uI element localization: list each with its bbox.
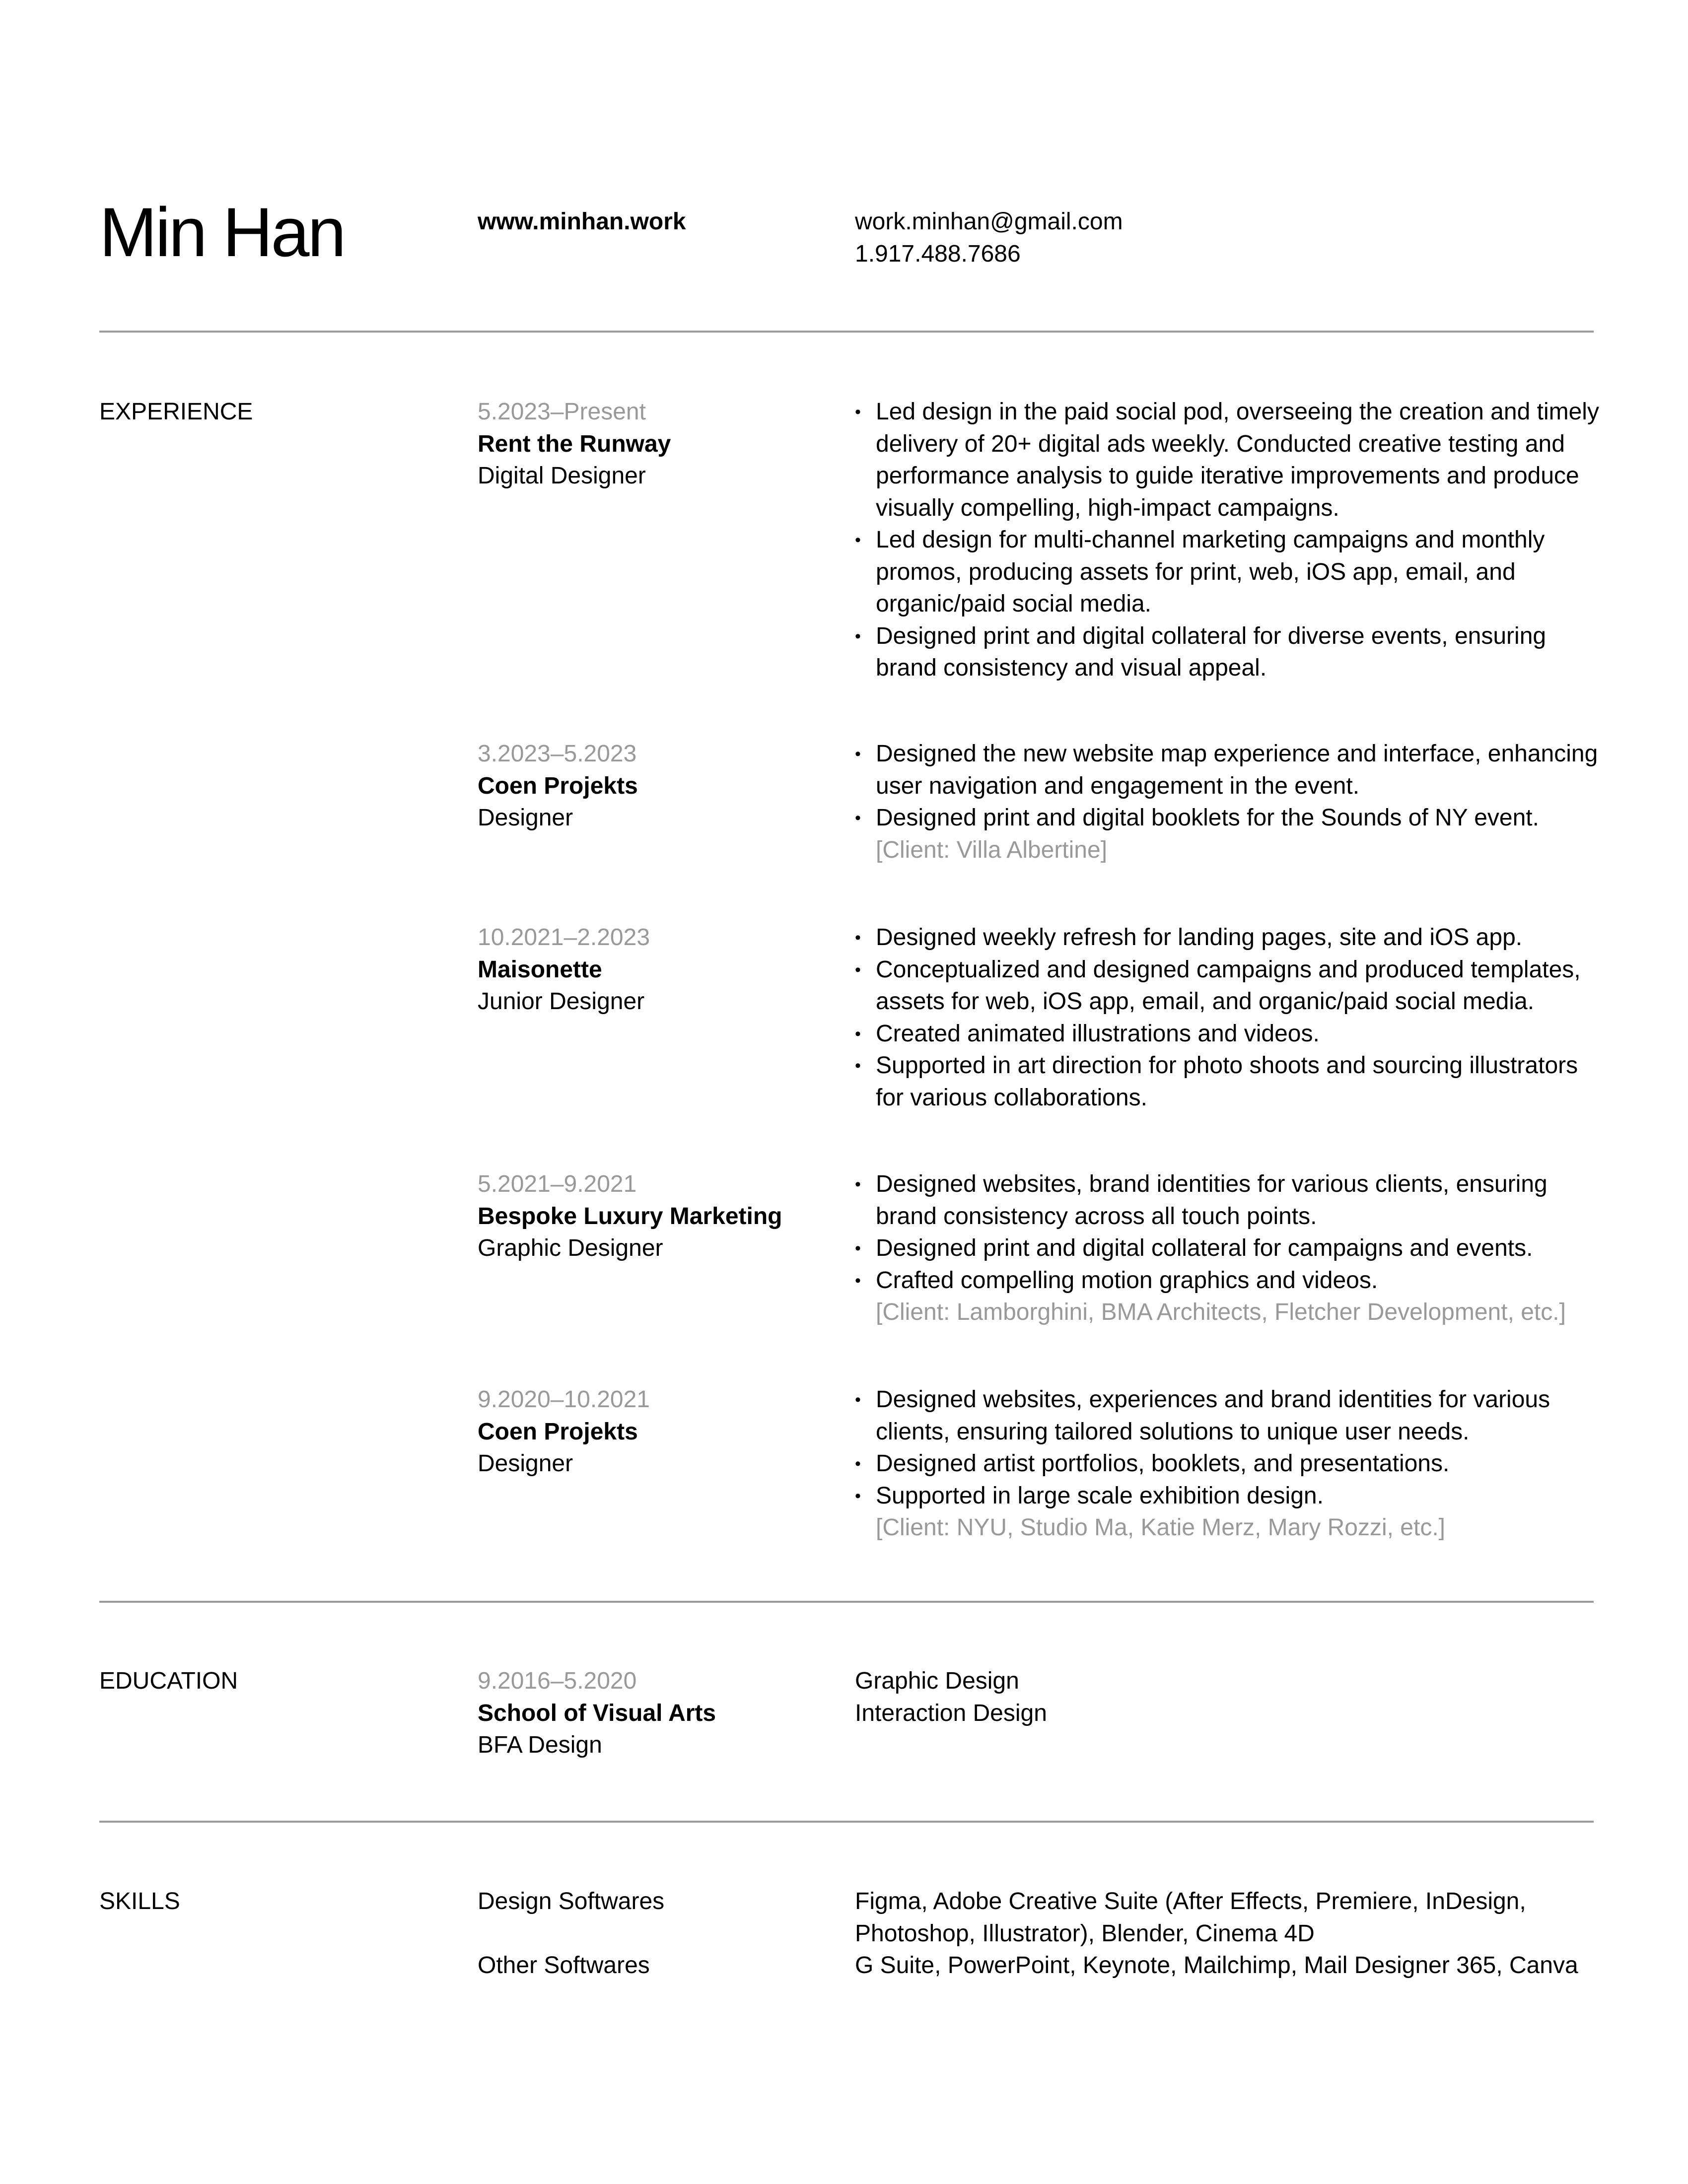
job-role: Digital Designer (478, 463, 646, 489)
skills-design-value: Figma, Adobe Creative Suite (After Effects, Premiere, InDesign, (855, 1888, 1526, 1914)
job-bullet: • Supported in art direction for photo shoots and sourcing illustrators for various collaborations. (855, 1050, 1600, 1114)
job-bullet: • Designed artist portfolios, booklets, and presentations. (855, 1448, 1600, 1480)
job-dates: 9.2020–10.2021 (478, 1386, 650, 1413)
skills-design-label: Design Softwares (478, 1888, 665, 1914)
skills-design-value: Photoshop, Illustrator), Blender, Cinema 4D (855, 1920, 1315, 1947)
education-school: School of Visual Arts (478, 1700, 716, 1726)
job-bullet: • Designed print and digital booklets for the Sounds of NY event. (855, 802, 1600, 834)
job-dates: 5.2021–9.2021 (478, 1171, 637, 1197)
job-meta (478, 1168, 782, 1265)
job-company: Coen Projekts (478, 1418, 638, 1445)
job-bullet: • Led design in the paid social pod, overseeing the creation and timely delivery of 20+ digital ads weekly. Conducted creative testing and performance analysis to guide iterative improvements and produce visually compelling, high-impact campaigns. (855, 396, 1600, 524)
contact-block (855, 206, 1600, 270)
job-meta (478, 922, 650, 1018)
job-bullet: • Crafted compelling motion graphics and videos. (855, 1265, 1600, 1297)
skills-values (855, 1886, 1600, 1982)
job-bullet-list (855, 396, 1600, 684)
resume-name: Min Han (99, 193, 345, 271)
experience-section-label: EXPERIENCE (99, 399, 253, 425)
job-meta (478, 396, 671, 492)
job-bullet: • Created animated illustrations and videos. (855, 1018, 1600, 1050)
job-meta (478, 738, 638, 834)
job-details (855, 1168, 1600, 1329)
job-bullet: • Conceptualized and designed campaigns and produced templates, assets for web, iOS app, email, and organic/paid social media. (855, 954, 1600, 1018)
education-dates: 9.2016–5.2020 (478, 1668, 637, 1694)
job-bullet-list (855, 1168, 1600, 1297)
job-details (855, 738, 1600, 866)
skills-other-value: G Suite, PowerPoint, Keynote, Mailchimp, Mail Designer 365, Canva (855, 1952, 1578, 1979)
job-meta (478, 1384, 650, 1480)
job-company: Maisonette (478, 956, 602, 983)
job-role: Graphic Designer (478, 1235, 663, 1261)
experience-divider (99, 1601, 1594, 1603)
skills-other-label: Other Softwares (478, 1952, 650, 1979)
job-bullet-list (855, 922, 1600, 1114)
education-degree: BFA Design (478, 1732, 602, 1758)
job-dates: 10.2021–2.2023 (478, 924, 650, 951)
skills-labels (478, 1886, 664, 1982)
job-bullet: • Designed print and digital collateral for diverse events, ensuring brand consistency and visual appeal. (855, 620, 1600, 684)
job-company: Bespoke Luxury Marketing (478, 1203, 782, 1229)
job-details (855, 396, 1600, 684)
job-client-note: [Client: NYU, Studio Ma, Katie Merz, Mary Rozzi, etc.] (876, 1514, 1446, 1541)
job-bullet: • Designed print and digital collateral for campaigns and events. (855, 1232, 1600, 1265)
job-company: Rent the Runway (478, 430, 671, 457)
job-details (855, 1384, 1600, 1544)
job-client-note: [Client: Lamborghini, BMA Architects, Fletcher Development, etc.] (876, 1299, 1566, 1325)
job-bullet: • Designed the new website map experience and interface, enhancing user navigation and engagement in the event. (855, 738, 1600, 802)
job-role: Designer (478, 805, 573, 831)
education-meta (478, 1665, 716, 1762)
education-focus (855, 1665, 1600, 1729)
job-role: Junior Designer (478, 988, 645, 1015)
job-client-note: [Client: Villa Albertine] (876, 836, 1108, 863)
email-link[interactable]: work.minhan@gmail.com (855, 208, 1123, 235)
job-bullet: • Led design for multi-channel marketing campaigns and monthly promos, producing assets for print, web, iOS app, email, and organic/paid social media. (855, 524, 1600, 620)
job-bullet-list (855, 738, 1600, 834)
header-divider (99, 331, 1594, 333)
job-details (855, 922, 1600, 1114)
skills-section-label: SKILLS (99, 1888, 180, 1914)
job-dates: 3.2023–5.2023 (478, 741, 637, 767)
job-company: Coen Projekts (478, 772, 638, 799)
education-divider (99, 1821, 1594, 1823)
website-link[interactable]: www.minhan.work (478, 208, 686, 235)
job-bullet: • Designed websites, brand identities for various clients, ensuring brand consistency across all touch points. (855, 1168, 1600, 1232)
job-bullet: • Supported in large scale exhibition design. (855, 1480, 1600, 1512)
education-focus-item: Graphic Design (855, 1668, 1019, 1694)
job-bullet: • Designed websites, experiences and brand identities for various clients, ensuring tailored solutions to unique user needs. (855, 1384, 1600, 1448)
phone-number: 1.917.488.7686 (855, 240, 1021, 267)
job-bullet-list (855, 1384, 1600, 1512)
education-focus-item: Interaction Design (855, 1700, 1047, 1726)
education-section-label: EDUCATION (99, 1668, 238, 1694)
job-dates: 5.2023–Present (478, 399, 646, 425)
job-bullet: • Designed weekly refresh for landing pages, site and iOS app. (855, 922, 1600, 954)
job-role: Designer (478, 1450, 573, 1477)
